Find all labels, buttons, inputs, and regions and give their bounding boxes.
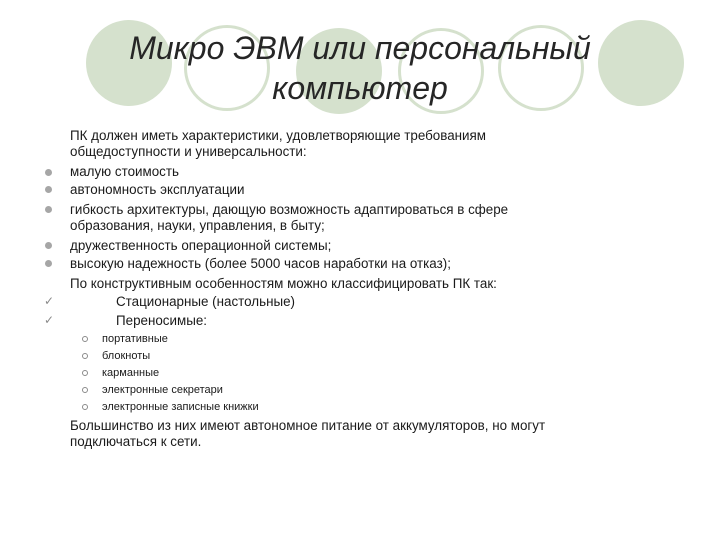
slide-title-line-2: компьютер (272, 70, 448, 106)
classification-intro: По конструктивным особенностям можно классифицировать ПК так: (70, 276, 497, 291)
sub-bullet-ring-icon (82, 336, 88, 342)
bullet-dot-icon (45, 206, 52, 213)
intro-text-1: ПК должен иметь характеристики, удовлетворяющие требованиям (70, 128, 486, 143)
sub-bullet-ring-icon (82, 404, 88, 410)
sub-bullet-ring-icon (82, 370, 88, 376)
bullet-item-3b: образования, науки, управления, в быту; (70, 218, 325, 233)
slide-title-line-1: Микро ЭВМ или персональный (129, 30, 591, 66)
bullet-dot-icon (45, 242, 52, 249)
outro-text-2: подключаться к сети. (70, 434, 202, 449)
bullet-item-1: малую стоимость (70, 164, 179, 179)
slide-title (0, 28, 720, 108)
intro-text-2: общедоступности и универсальности: (70, 144, 307, 159)
bullet-item-2: автономность эксплуатации (70, 182, 245, 197)
portable-item-2: блокноты (102, 350, 151, 362)
portable-item-3: карманные (102, 367, 160, 379)
sub-bullet-ring-icon (82, 387, 88, 393)
portable-item-5: электронные записные книжки (102, 401, 259, 413)
portable-item-4: электронные секретари (102, 384, 223, 396)
bullet-dot-icon (45, 186, 52, 193)
bullet-item-3a: гибкость архитектуры, дающую возможность адаптироваться в сфере (70, 202, 509, 217)
checkmark-icon: ✓ (44, 294, 55, 308)
type-item-1: Стационарные (настольные) (116, 294, 296, 309)
outro-text-1: Большинство из них имеют автономное питание от аккумуляторов, но могут (70, 418, 546, 433)
bullet-dot-icon (45, 169, 52, 176)
type-item-2: Переносимые: (116, 313, 207, 328)
bullet-dot-icon (45, 260, 52, 267)
sub-bullet-ring-icon (82, 353, 88, 359)
checkmark-icon: ✓ (44, 313, 55, 327)
bullet-item-5: высокую надежность (более 5000 часов наработки на отказ); (70, 256, 451, 271)
bullet-item-4: дружественность операционной системы; (70, 238, 332, 253)
portable-item-1: портативные (102, 333, 168, 345)
